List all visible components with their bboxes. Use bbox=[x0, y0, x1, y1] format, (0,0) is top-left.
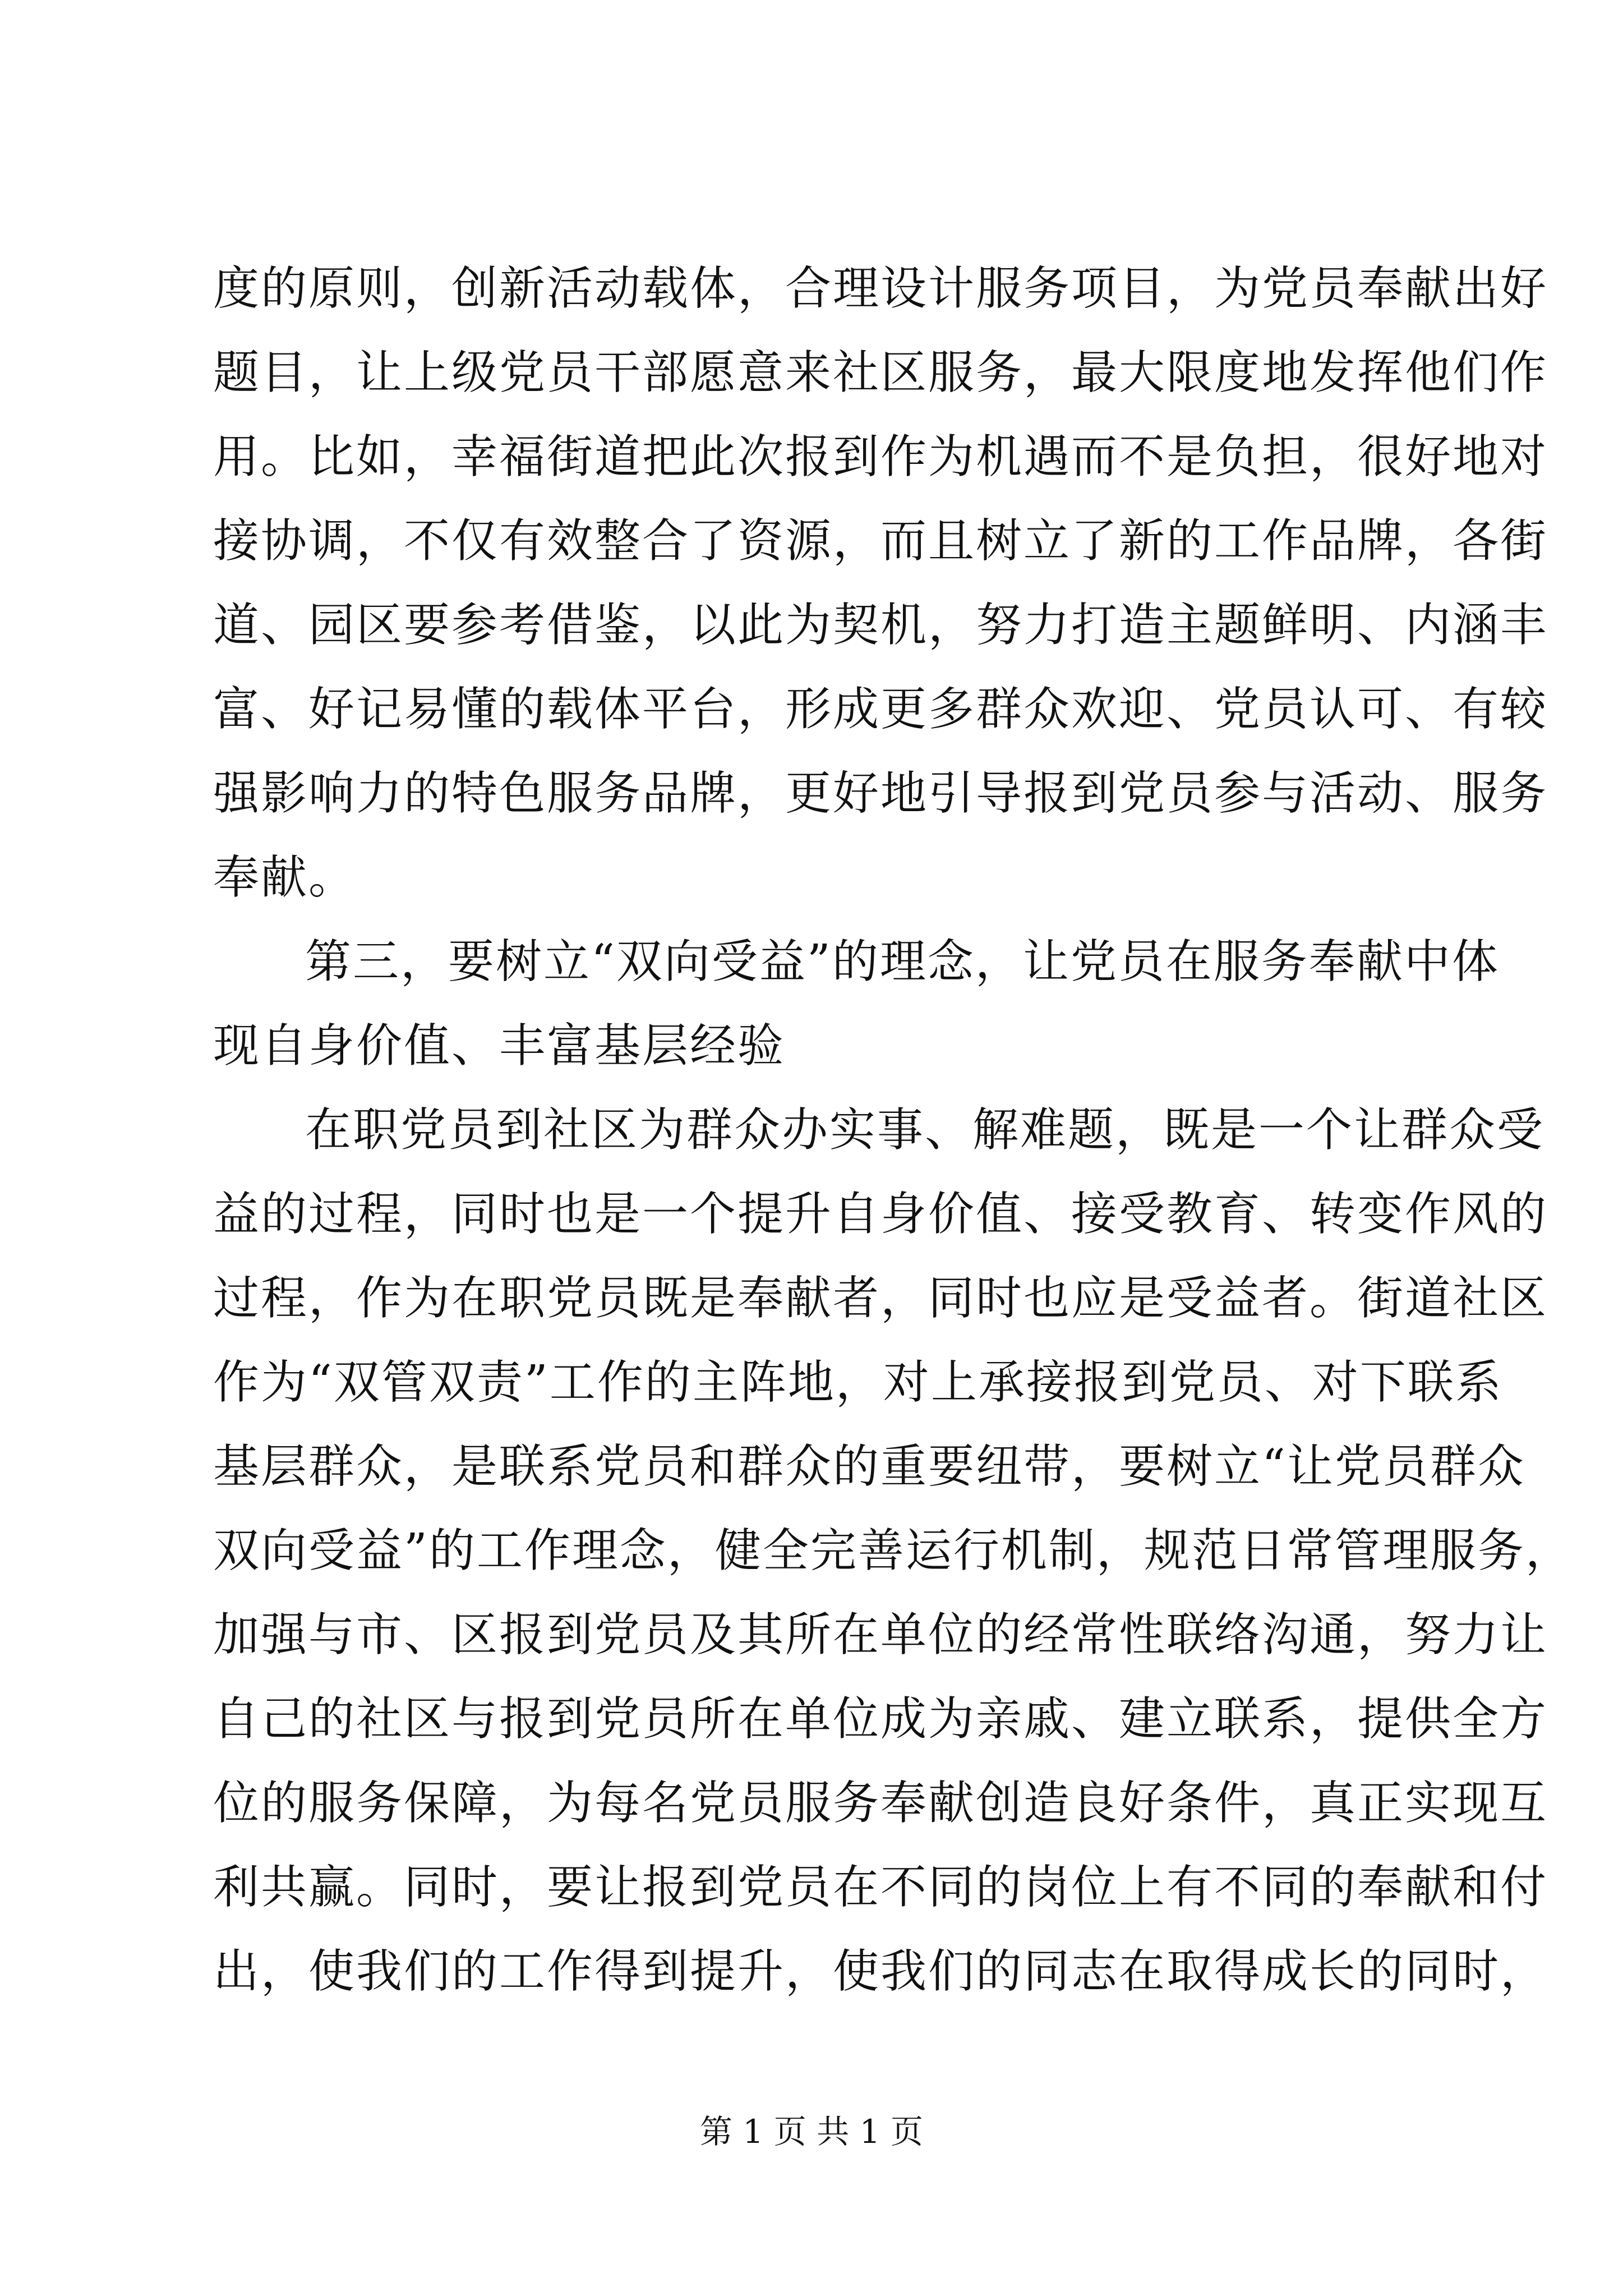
paragraph-3-line-11: 出，使我们的工作得到提升，使我们的同志在取得成长的同时， bbox=[213, 1945, 1548, 1998]
page-number-label: 第 1 页 共 1 页 bbox=[700, 2113, 923, 2151]
paragraph-3-line-8: 自己的社区与报到党员所在单位成为亲戚、建立联系，提供全方 bbox=[213, 1692, 1548, 1746]
paragraph-3-line-1: 在职党员到社区为群众办实事、解难题，既是一个让群众受 bbox=[305, 1103, 1545, 1157]
paragraph-3-line-10: 利共赢。同时，要让报到党员在不同的岗位上有不同的奉献和付 bbox=[213, 1861, 1548, 1914]
paragraph-3-line-9: 位的服务保障，为每名党员服务奉献创造良好条件，真正实现互 bbox=[213, 1777, 1548, 1830]
paragraph-3-line-4: 作为“双管双责”工作的主阵地，对上承接报到党员、对下联系 bbox=[213, 1356, 1503, 1409]
paragraph-1-line-8: 奉献。 bbox=[213, 851, 357, 904]
document-body bbox=[213, 247, 1573, 2014]
section-heading-line-2: 现自身价值、丰富基层经验 bbox=[213, 1019, 786, 1073]
page-footer bbox=[0, 2109, 1623, 2154]
paragraph-1-line-1: 度的原则，创新活动载体，合理设计服务项目，为党员奉献出好 bbox=[213, 262, 1548, 315]
paragraph-3-line-2: 益的过程，同时也是一个提升自身价值、接受教育、转变作风的 bbox=[213, 1188, 1548, 1241]
paragraph-1-line-4: 接协调，不仅有效整合了资源，而且树立了新的工作品牌，各街 bbox=[213, 514, 1548, 568]
paragraph-1-line-2: 题目，让上级党员干部愿意来社区服务，最大限度地发挥他们作 bbox=[213, 346, 1548, 399]
paragraph-1-line-5: 道、园区要参考借鉴，以此为契机，努力打造主题鲜明、内涵丰 bbox=[213, 599, 1548, 652]
paragraph-1-line-3: 用。比如，幸福街道把此次报到作为机遇而不是负担，很好地对 bbox=[213, 430, 1548, 484]
paragraph-1-line-6: 富、好记易懂的载体平台，形成更多群众欢迎、党员认可、有较 bbox=[213, 683, 1548, 736]
paragraph-1-line-7: 强影响力的特色服务品牌，更好地引导报到党员参与活动、服务 bbox=[213, 767, 1548, 820]
section-heading-line-1: 第三，要树立“双向受益”的理念，让党员在服务奉献中体 bbox=[305, 935, 1500, 988]
paragraph-3-line-7: 加强与市、区报到党员及其所在单位的经常性联络沟通，努力让 bbox=[213, 1608, 1548, 1662]
paragraph-3-line-6: 双向受益”的工作理念，健全完善运行机制，规范日常管理服务， bbox=[213, 1524, 1573, 1577]
paragraph-3-line-3: 过程，作为在职党员既是奉献者，同时也应是受益者。街道社区 bbox=[213, 1272, 1548, 1325]
paragraph-3-line-5: 基层群众，是联系党员和群众的重要纽带，要树立“让党员群众 bbox=[213, 1440, 1525, 1493]
